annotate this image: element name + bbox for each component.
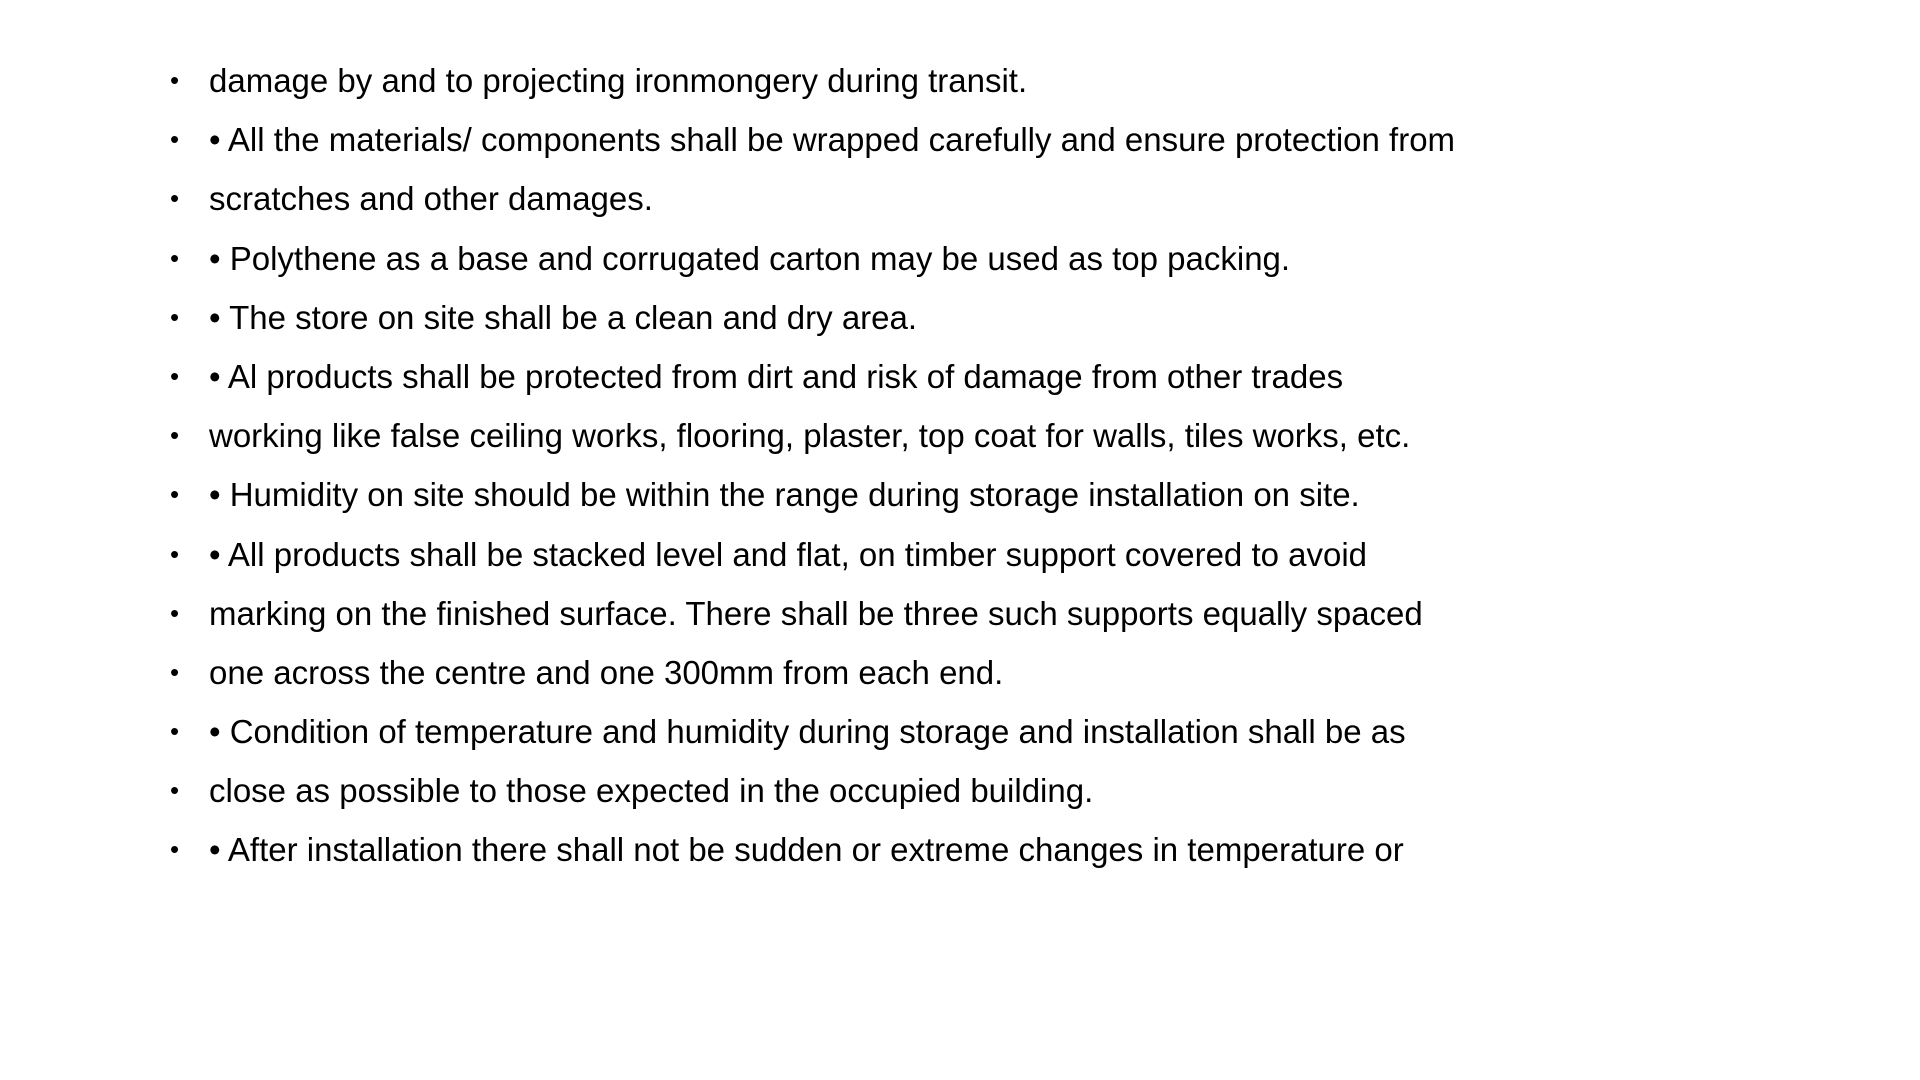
- bullet-icon: •: [170, 242, 180, 273]
- list-item: [170, 169, 1730, 228]
- list-item-text: • The store on site shall be a clean and dry area.: [209, 298, 918, 336]
- bullet-icon: •: [170, 775, 180, 806]
- list-item-text: one across the centre and one 300mm from each end.: [209, 653, 1004, 691]
- list-item-text: close as possible to those expected in the occupied building.: [209, 772, 1094, 810]
- list-item: [170, 820, 1730, 879]
- list-item: [170, 347, 1730, 406]
- list-item: [170, 465, 1730, 524]
- bullet-list: [170, 51, 1730, 880]
- list-item-text: scratches and other damages.: [209, 180, 653, 218]
- bullet-icon: •: [170, 183, 180, 214]
- list-item-text: • All the materials/ components shall be wrapped carefully and ensure protection from: [209, 121, 1456, 159]
- bullet-icon: •: [170, 420, 180, 451]
- bullet-icon: •: [170, 124, 180, 155]
- list-item-text: • After installation there shall not be sudden or extreme changes in temperature or: [209, 831, 1404, 869]
- list-item-text: • Condition of temperature and humidity during storage and installation shall be as: [209, 713, 1406, 751]
- list-item-text: damage by and to projecting ironmongery during transit.: [209, 62, 1028, 99]
- list-item: [170, 51, 1730, 110]
- bullet-icon: •: [170, 656, 180, 687]
- list-item: [170, 288, 1730, 347]
- list-item-text: • Polythene as a base and corrugated carton may be used as top packing.: [209, 239, 1291, 277]
- list-item: [170, 229, 1730, 288]
- list-item-text: • All products shall be stacked level and flat, on timber support covered to avoid: [209, 535, 1368, 573]
- list-item: [170, 761, 1730, 820]
- list-item-text: • Al products shall be protected from dirt and risk of damage from other trades: [209, 357, 1344, 395]
- list-item-text: • Humidity on site should be within the range during storage installation on site.: [209, 476, 1360, 514]
- bullet-icon: •: [170, 834, 180, 865]
- bullet-icon: •: [170, 716, 180, 747]
- bullet-icon: •: [170, 597, 180, 628]
- bullet-icon: •: [170, 479, 180, 510]
- list-item: [170, 406, 1730, 465]
- bullet-icon: •: [170, 538, 180, 569]
- list-item: [170, 525, 1730, 584]
- bullet-icon: •: [170, 301, 180, 332]
- bullet-icon: •: [170, 360, 180, 391]
- list-item: [170, 584, 1730, 643]
- bullet-icon: •: [170, 65, 180, 95]
- list-item-text: marking on the finished surface. There shall be three such supports equally spaced: [209, 594, 1423, 632]
- list-item: [170, 643, 1730, 702]
- list-item-text: working like false ceiling works, flooring, plaster, top coat for walls, tiles works, etc.: [209, 417, 1411, 455]
- list-item: [170, 110, 1730, 169]
- list-item: [170, 702, 1730, 761]
